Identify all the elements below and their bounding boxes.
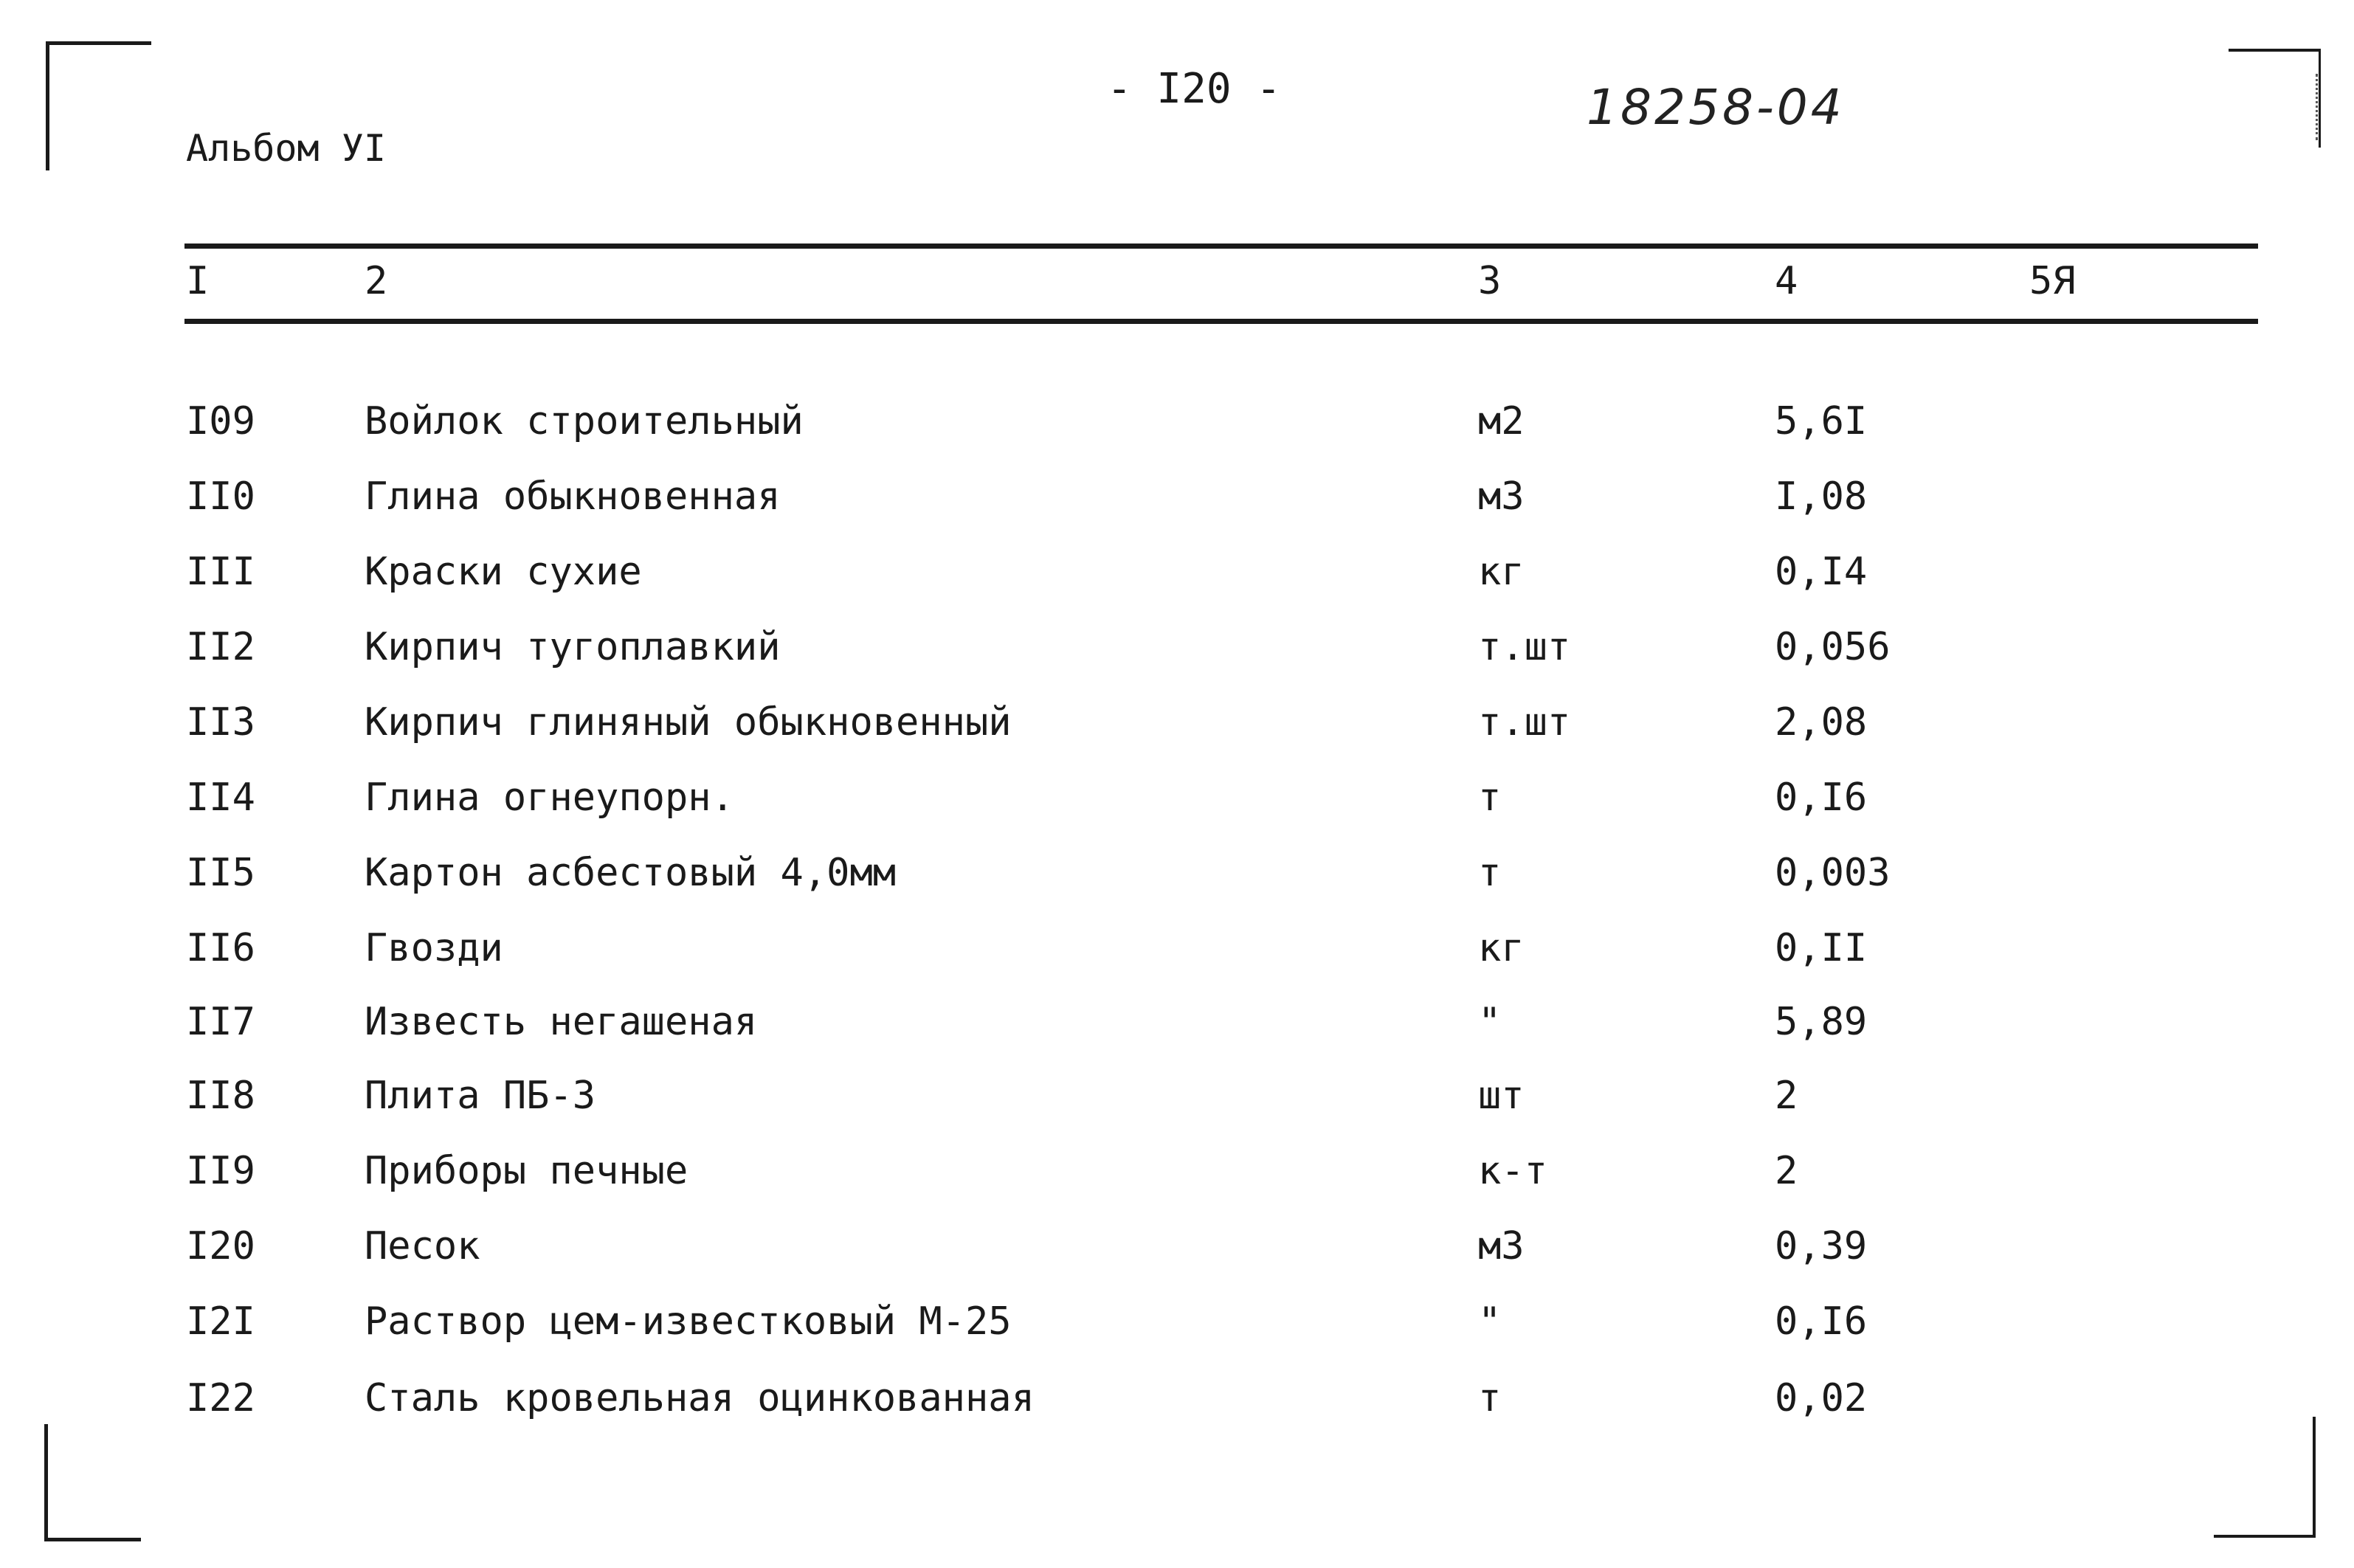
column-header-2: 2 [365, 259, 388, 303]
unit: кг [1478, 926, 1525, 970]
material-name: Глина обыкновенная [365, 474, 781, 519]
column-header-5: 5Я [2029, 259, 2076, 303]
material-name: Плита ПБ-3 [365, 1074, 596, 1118]
row-number: II3 [186, 700, 255, 745]
corner-mark-bottom-right [2214, 1417, 2316, 1538]
unit: м2 [1478, 399, 1525, 443]
material-name: Приборы печные [365, 1149, 688, 1193]
edge-mark-right [2316, 74, 2321, 140]
row-number: II7 [186, 1000, 255, 1044]
unit: " [1478, 1299, 1502, 1344]
quantity: 0,003 [1775, 851, 1891, 895]
corner-mark-top-left [46, 41, 151, 170]
quantity: 0,I4 [1775, 550, 1868, 594]
row-number: II4 [186, 776, 255, 820]
row-number: I20 [186, 1224, 255, 1268]
row-number: II0 [186, 474, 255, 519]
quantity: 2 [1775, 1074, 1798, 1118]
unit: т [1478, 851, 1502, 895]
table-top-rule [184, 244, 2258, 249]
unit: т [1478, 1376, 1502, 1420]
row-number: I09 [186, 399, 255, 443]
quantity: 2,08 [1775, 700, 1868, 745]
unit: шт [1478, 1074, 1525, 1118]
material-name: Краски сухие [365, 550, 642, 594]
document-code: 18258-04 [1587, 79, 1845, 136]
material-name: Картон асбестовый 4,0мм [365, 851, 897, 895]
corner-mark-bottom-left [44, 1424, 141, 1541]
row-number: II8 [186, 1074, 255, 1118]
page-number: - I20 - [1107, 65, 1282, 113]
row-number: II5 [186, 851, 255, 895]
material-name: Песок [365, 1224, 480, 1268]
quantity: 0,I6 [1775, 776, 1868, 820]
quantity: 0,02 [1775, 1376, 1868, 1420]
quantity: 0,056 [1775, 625, 1891, 669]
unit: м3 [1478, 474, 1525, 519]
unit: т.шт [1478, 625, 1571, 669]
quantity: I,08 [1775, 474, 1868, 519]
material-name: Кирпич тугоплавкий [365, 625, 781, 669]
unit: м3 [1478, 1224, 1525, 1268]
unit: кг [1478, 550, 1525, 594]
quantity: 0,39 [1775, 1224, 1868, 1268]
column-header-3: 3 [1478, 259, 1502, 303]
unit: т.шт [1478, 700, 1571, 745]
material-name: Известь негашеная [365, 1000, 758, 1044]
row-number: II6 [186, 926, 255, 970]
quantity: 2 [1775, 1149, 1798, 1193]
column-header-4: 4 [1775, 259, 1798, 303]
material-name: Сталь кровельная оцинкованная [365, 1376, 1035, 1420]
material-name: Гвозди [365, 926, 503, 970]
unit: " [1478, 1000, 1502, 1044]
row-number: II2 [186, 625, 255, 669]
row-number: II9 [186, 1149, 255, 1193]
quantity: 5,89 [1775, 1000, 1868, 1044]
album-label: Альбом УI [186, 127, 386, 170]
row-number: III [186, 550, 255, 594]
material-name: Глина огнеупорн. [365, 776, 734, 820]
material-name: Войлок строительный [365, 399, 804, 443]
quantity: 0,II [1775, 926, 1868, 970]
material-name: Раствор цем-известковый М-25 [365, 1299, 1012, 1344]
corner-mark-top-right [2229, 49, 2321, 148]
quantity: 5,6I [1775, 399, 1868, 443]
quantity: 0,I6 [1775, 1299, 1868, 1344]
material-name: Кирпич глиняный обыкновенный [365, 700, 1012, 745]
row-number: I22 [186, 1376, 255, 1420]
column-header-1: I [186, 259, 210, 303]
table-header-rule [184, 319, 2258, 324]
unit: т [1478, 776, 1502, 820]
row-number: I2I [186, 1299, 255, 1344]
unit: к-т [1478, 1149, 1547, 1193]
